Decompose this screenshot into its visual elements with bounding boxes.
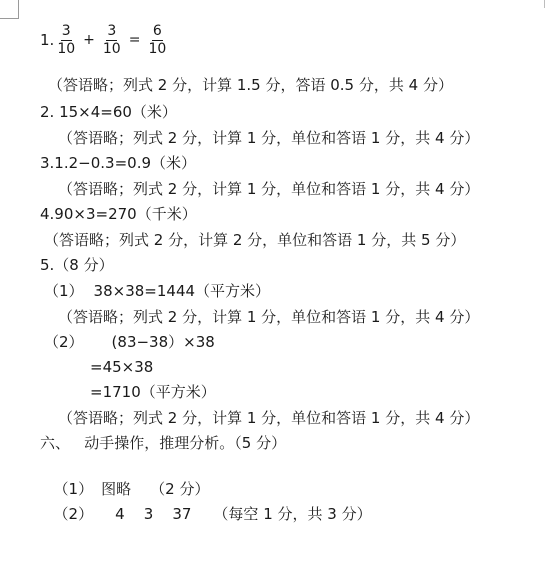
fraction-b-numerator: 3	[107, 22, 117, 39]
q5-part2-step3: =1710（平方米）	[90, 383, 216, 401]
plus-sign: +	[83, 32, 95, 48]
section6-part2-label: （2）	[53, 505, 94, 523]
section6-part2	[44, 484, 372, 524]
fraction-result-denominator: 10	[148, 40, 167, 57]
q4-scoring-note: （答语略；列式 2 分，计算 2 分，单位和答语 1 分，共 5 分）	[44, 231, 466, 249]
section6-part2-scoring-note: （每空 1 分，共 3 分）	[213, 505, 372, 523]
q5-part2-step2: =45×38	[90, 358, 154, 376]
section6-title: 六、 动手操作，推理分析。（5 分）	[40, 434, 287, 452]
section6-part2-values: 4 3 37	[115, 505, 192, 523]
fraction-b	[102, 23, 122, 58]
fraction-a-numerator: 3	[61, 22, 71, 39]
q5-part1-label: （1）	[44, 282, 84, 300]
q5-part2-step1: (83−38）×38	[111, 333, 215, 351]
q3-scoring-note: （答语略；列式 2 分，计算 1 分，单位和答语 1 分，共 4 分）	[58, 180, 480, 198]
q5-part1	[44, 281, 270, 301]
fraction-a	[56, 23, 76, 58]
q5-title: 5.（8 分）	[40, 256, 114, 274]
q5-part1-scoring-note: （答语略；列式 2 分，计算 1 分，单位和答语 1 分，共 4 分）	[58, 308, 480, 326]
q3-equation: 3.1.2−0.3=0.9（米）	[40, 154, 197, 172]
q1-equation	[40, 20, 169, 60]
q5-part2-label: （2）	[44, 333, 84, 351]
equals-sign: =	[128, 32, 141, 48]
q5-part2-scoring-note: （答语略；列式 2 分，计算 1 分，单位和答语 1 分，共 4 分）	[58, 409, 480, 427]
page-corner-mark	[0, 0, 19, 19]
q2-equation: 2. 15×4=60（米）	[40, 103, 177, 121]
section6-part1-label: （1）	[53, 480, 94, 498]
q1-number: 1.	[40, 31, 55, 49]
q2-scoring-note: （答语略；列式 2 分，计算 1 分，单位和答语 1 分，共 4 分）	[58, 129, 480, 147]
fraction-a-denominator: 10	[57, 40, 76, 57]
section6-part1-text: 图略 （2 分）	[101, 480, 210, 498]
q4-equation: 4.90×3=270（千米）	[40, 205, 197, 223]
fraction-result-numerator: 6	[152, 22, 162, 39]
fraction-b-denominator: 10	[102, 40, 121, 57]
q1-scoring-note: （答语略；列式 2 分，计算 1.5 分，答语 0.5 分，共 4 分）	[48, 76, 453, 94]
q5-part1-equation: 38×38=1444（平方米）	[93, 282, 271, 300]
fraction-result	[147, 23, 167, 58]
q5-part2	[44, 332, 215, 352]
